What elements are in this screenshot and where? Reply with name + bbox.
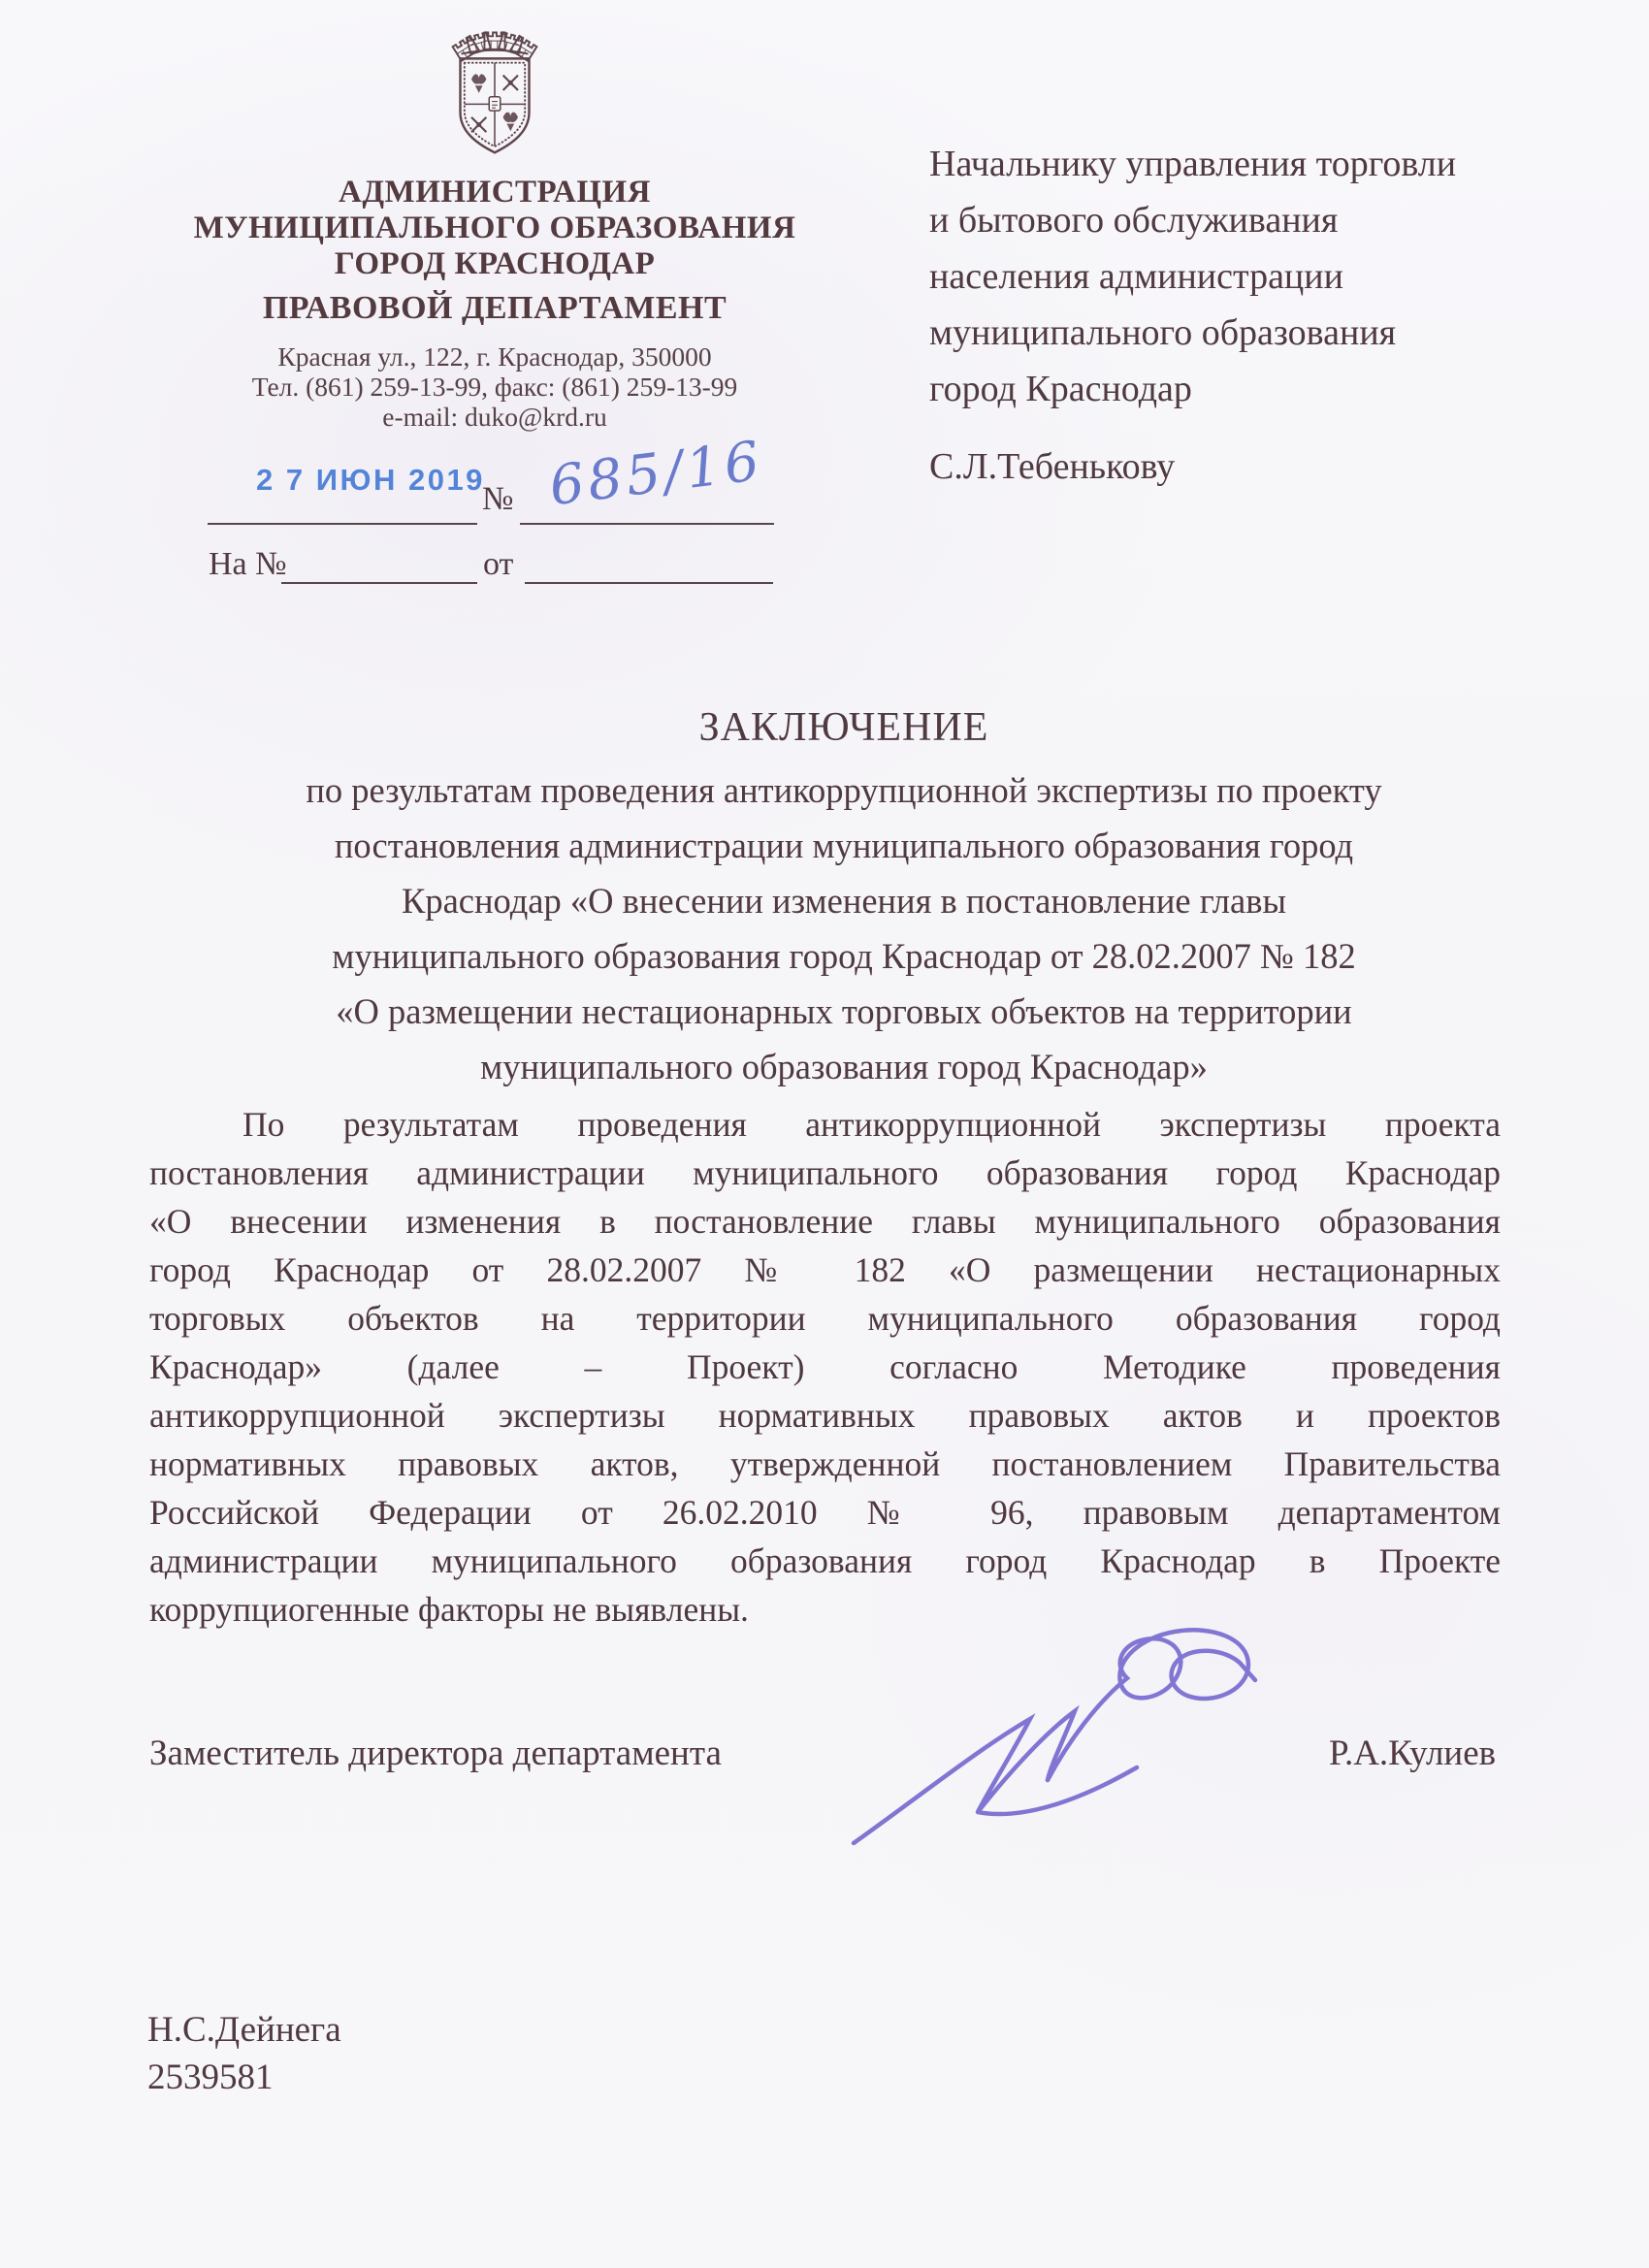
- body-line: Российской Федерации от 26.02.2010 № 96, правовым департаментом: [149, 1493, 1501, 1532]
- recipient-line: и бытового обслуживания: [929, 200, 1339, 241]
- body-line: город Краснодар от 28.02.2007 № 182 «О размещении нестационарных: [149, 1250, 1501, 1289]
- org-name: [155, 175, 834, 282]
- recipient-block: [929, 136, 1511, 495]
- date-underline: [208, 523, 477, 525]
- number-underline: [520, 523, 774, 525]
- address-street: Красная ул., 122, г. Краснодар, 350000: [277, 341, 712, 372]
- reply-date-underline: [525, 582, 773, 584]
- recipient-line: населения администрации: [929, 256, 1343, 297]
- body-line: торговых объектов на территории муниципального образования город: [149, 1299, 1501, 1338]
- executor-name: Н.С.Дейнега: [147, 2010, 341, 2050]
- executor-block: [147, 2006, 341, 2101]
- reply-from-label: от: [483, 546, 514, 582]
- recipient-name: С.Л.Тебенькову: [929, 446, 1176, 487]
- body-paragraph: [149, 1100, 1501, 1634]
- body-line: Краснодар» (далее – Проект) согласно Методике проведения: [149, 1347, 1501, 1386]
- document-subtitle: [184, 762, 1504, 1094]
- org-name-line1: АДМИНИСТРАЦИЯ: [339, 175, 651, 210]
- contact-address: [155, 341, 834, 432]
- document-title: ЗАКЛЮЧЕНИЕ: [698, 705, 989, 750]
- body-line: «О внесении изменения в постановление главы муниципального образования: [149, 1202, 1501, 1241]
- reply-number-underline: [281, 582, 477, 584]
- reply-ref-label: На №: [209, 546, 287, 582]
- recipient-line: муниципального образования: [929, 312, 1397, 353]
- executor-phone: 2539581: [147, 2057, 274, 2097]
- recipient-line: Начальнику управления торговли: [929, 144, 1457, 184]
- body-line: По результатам проведения антикоррупционной экспертизы проекта: [242, 1105, 1501, 1144]
- handwritten-ref-number: 685/16: [545, 429, 767, 519]
- ref-number-label: №: [482, 481, 514, 517]
- body-line: нормативных правовых актов, утвержденной постановлением Правительства: [149, 1444, 1501, 1483]
- date-stamp: 2 7 ИЮН 2019: [256, 463, 485, 497]
- subtitle-line: муниципального образования город Краснодар»: [480, 1047, 1208, 1086]
- signer-position-title: Заместитель директора департамента: [149, 1733, 722, 1773]
- org-name-line2: МУНИЦИПАЛЬНОГО ОБРАЗОВАНИЯ: [193, 211, 796, 245]
- org-name-line3: ГОРОД КРАСНОДАР: [334, 246, 656, 281]
- subtitle-line: по результатам проведения антикоррупционной экспертизы по проекту: [306, 770, 1382, 810]
- subtitle-line: Краснодар «О внесении изменения в постановление главы: [402, 881, 1286, 921]
- body-line: администрации муниципального образования город Краснодар в Проекте: [149, 1541, 1501, 1580]
- department-name: ПРАВОВОЙ ДЕПАРТАМЕНТ: [262, 290, 728, 326]
- signer-name: Р.А.Кулиев: [1329, 1733, 1497, 1773]
- recipient-line: город Краснодар: [929, 369, 1192, 409]
- address-email: e-mail: duko@krd.ru: [382, 402, 607, 432]
- signature-autograph-icon: [824, 1612, 1329, 1855]
- subtitle-line: «О размещении нестационарных торговых объектов на территории: [336, 991, 1352, 1031]
- address-phone-fax: Тел. (861) 259-13-99, факс: (861) 259-13-99: [251, 372, 738, 402]
- body-line: антикоррупционной экспертизы нормативных правовых актов и проектов: [149, 1396, 1501, 1435]
- subtitle-line: муниципального образования город Краснодар от 28.02.2007 № 182: [332, 936, 1356, 976]
- subtitle-line: постановления администрации муниципального образования город: [334, 826, 1354, 865]
- body-line: постановления администрации муниципального образования город Краснодар: [149, 1153, 1501, 1192]
- body-line: коррупциогенные факторы не выявлены.: [149, 1590, 749, 1629]
- krasnodar-coat-of-arms-icon: [448, 21, 541, 159]
